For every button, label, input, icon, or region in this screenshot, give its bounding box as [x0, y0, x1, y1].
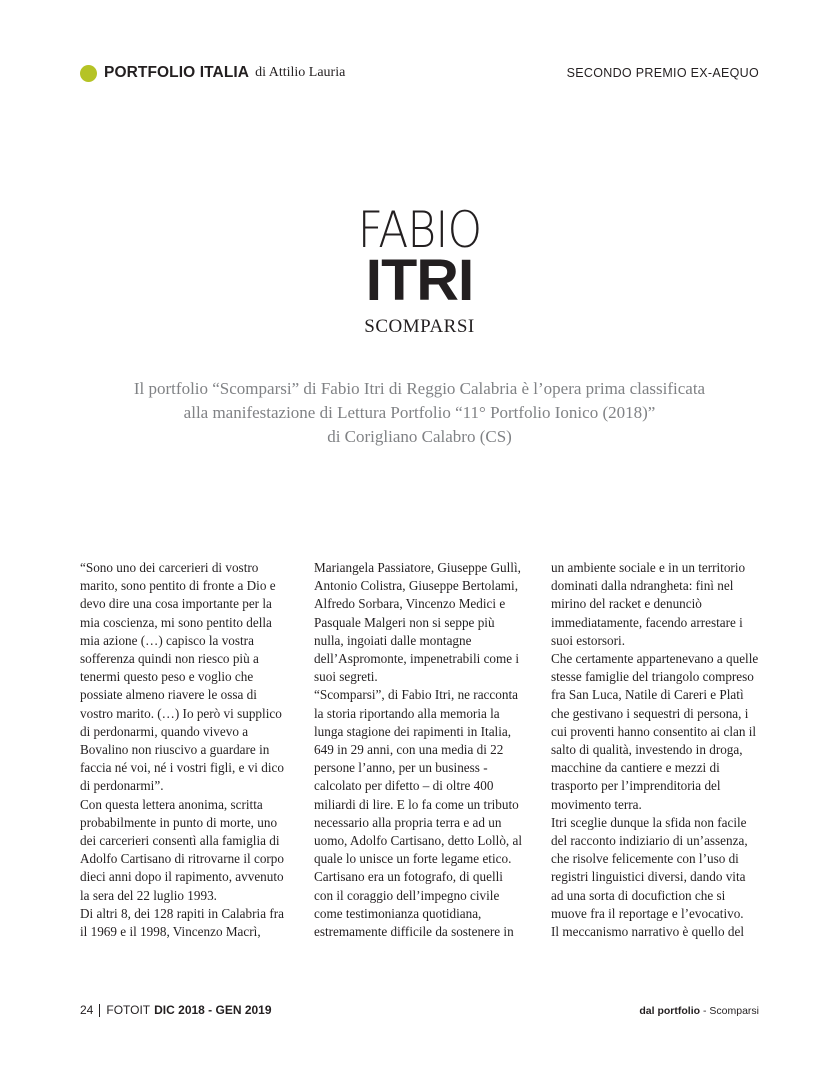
intro-paragraph [90, 377, 749, 449]
footer-folio [80, 1003, 272, 1017]
paragraph: “Scomparsi”, di Fabio Itri, ne racconta la storia riportando alla memoria la lunga stagione dei rapimenti in Italia, 649 in 29 anni, con una media di 22 persone l’anno, per un business - calcolato per difetto – di oltre 400 miliardi di lire. E lo fa come un tributo necessario alla propria terra e ad un uomo, Adolfo Cartisano, detto Lollò, al quale lo unisce un forte legame etico. Cartisano era un fotografo, di quelli con il coraggio dell’impegno civile come testimonianza quotidiana, estremamente difficile da sostenere in [314, 687, 523, 940]
portfolio-title: SCOMPARSI [364, 316, 475, 337]
article-column-1 [80, 559, 290, 941]
article-column-2 [314, 559, 524, 941]
intro-line: di Corigliano Calabro (CS) [327, 427, 512, 446]
paragraph: Con questa lettera anonima, scritta probabilmente in punto di morte, uno dei carcerieri consentì alla famiglia di Adolfo Cartisano di ritrovarne il corpo dieci anni dopo il rapimento, avvenuto la sera del 22 luglio 1993. [80, 796, 284, 903]
paragraph: un ambiente sociale e in un territorio dominati dalla ndrangheta: finì nel mirino del racket e denunciò immediatamente, facendo arrestare i suoi estorsori. [551, 560, 746, 648]
paragraph: Mariangela Passiatore, Giuseppe Gullì, Antonio Colistra, Giuseppe Bertolami, Alfredo Sorbara, Vincenzo Medici e Pasquale Malgeri non si seppe più nulla, ingoiati dalle montagne dell’Aspromonte, impenetrabili come i suoi segreti. [314, 560, 521, 685]
footer-section: dal portfolio [639, 1005, 701, 1017]
header-section [80, 64, 345, 82]
paragraph: Il meccanismo narrativo è quello del [551, 924, 744, 940]
paragraph: “Sono uno dei carcerieri di vostro marito, sono pentito di fronte a Dio e devo dire una cosa importante per la mia coscienza, mi sono pentito della mia azione (…) capisco la vostra sofferenza quindi non riesco più a tenermi questo peso e voglio che possiate almeno riavere le ossa di vostro marito. (…) Io però vi supplico di perdonarmi, quando vivevo a Bovalino non riuscivo a guardare in faccia né voi, né i vostri figli, e vi dico di perdonarmi”. [80, 560, 284, 794]
article-column-3 [551, 559, 761, 941]
intro-line: alla manifestazione di Lettura Portfolio “11° Portfolio Ionico (2018)” [183, 403, 656, 422]
section-dot-icon [80, 65, 97, 82]
paragraph: Che certamente appartenevano a quelle stesse famiglie del triangolo compreso fra San Luca, Natile di Careri e Platì che gestivano i sequestri di persona, i cui proventi hanno consentito ai clan il salto di qualità, investendo in droga, macchine da cantiere e mezzi di trasporto per l’imprenditoria del movimento terra. [551, 651, 759, 812]
paragraph: Di altri 8, dei 128 rapiti in Calabria fra il 1969 e il 1998, Vincenzo Macrì, [80, 905, 284, 940]
photographer-first-name: FABIO [357, 201, 482, 259]
intro-line: Il portfolio “Scomparsi” di Fabio Itri di Reggio Calabria è l’opera prima classificata [133, 379, 706, 398]
photographer-last-name: ITRI [365, 248, 474, 313]
author-byline: di Attilio Lauria [255, 65, 346, 80]
footer-article: - Scomparsi [702, 1005, 759, 1017]
section-title: PORTFOLIO ITALIA [104, 64, 250, 81]
page-number: 24 [80, 1003, 94, 1017]
footer-divider [99, 1004, 100, 1017]
award-label: SECONDO PREMIO EX-AEQUO [566, 66, 759, 80]
issue-date: DIC 2018 - GEN 2019 [154, 1003, 272, 1017]
magazine-name: FOTOIT [106, 1003, 151, 1017]
paragraph: Itri sceglie dunque la sfida non facile del racconto indiziario di un’assenza, che risolve felicemente con l’uso di registri linguistici diversi, dando vita ad una sorta di docufiction che si muove fra il reportage e l’evocativo. [551, 814, 748, 921]
footer-running-head [639, 1005, 759, 1017]
